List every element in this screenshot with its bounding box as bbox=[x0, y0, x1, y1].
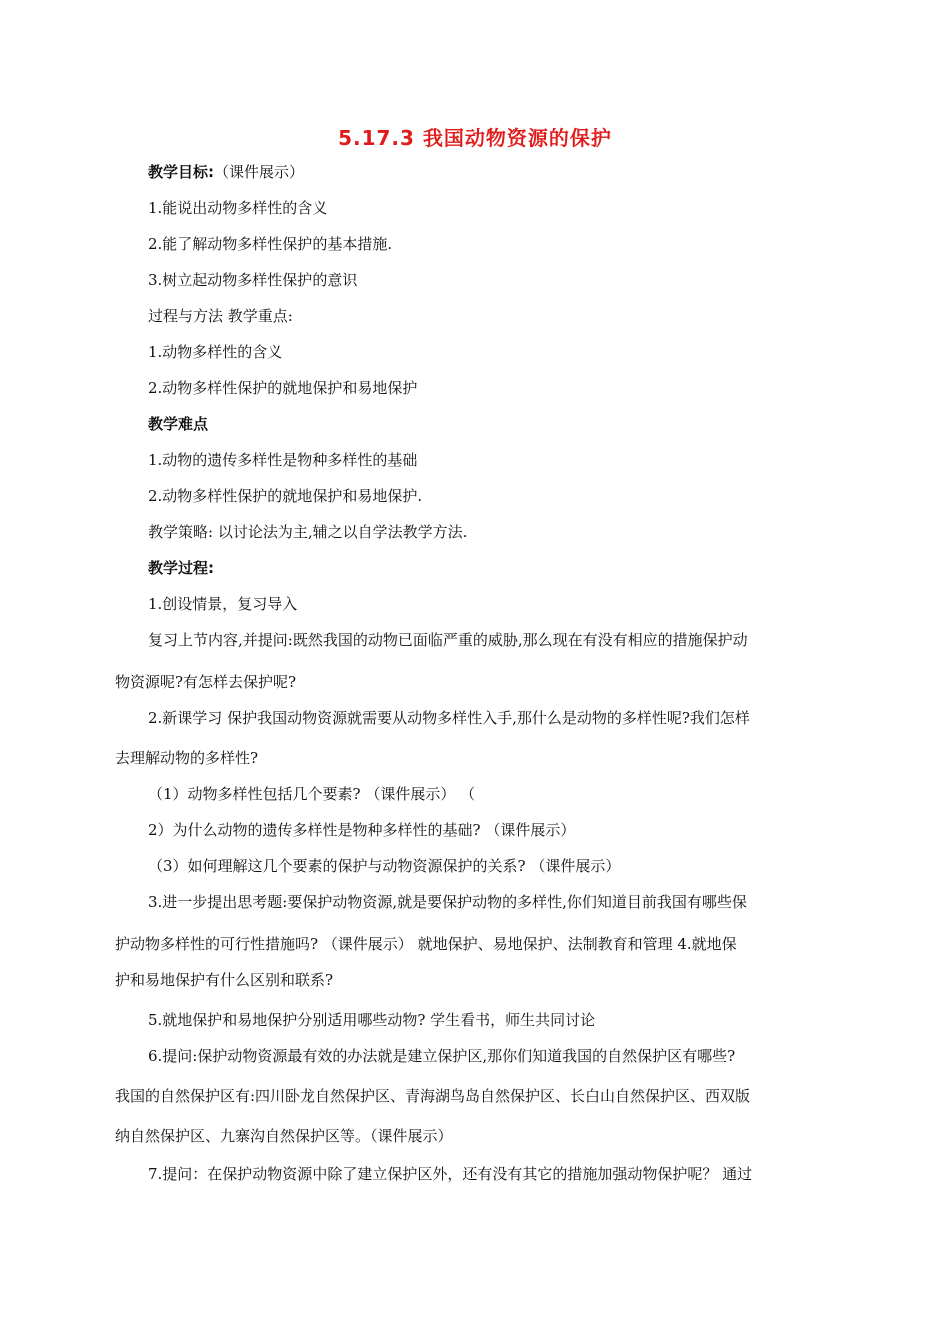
process-heading: 教学过程: bbox=[148, 559, 214, 577]
objectives-label: 教学目标: bbox=[148, 163, 214, 181]
objective-3: 3.树立起动物多样性保护的意识 bbox=[148, 271, 358, 289]
objectives-heading bbox=[148, 162, 304, 182]
question-2: 2）为什么动物的遗传多样性是物种多样性的基础? （课件展示） bbox=[148, 821, 576, 839]
strategy-line: 教学策略: 以讨论法为主,辅之以自学法教学方法. bbox=[148, 523, 468, 541]
process-method-heading: 过程与方法 教学重点: bbox=[148, 307, 293, 325]
review-line-2: 物资源呢?有怎样去保护呢? bbox=[115, 673, 297, 691]
step-6-line-3: 纳自然保护区、九寨沟自然保护区等。（课件展示） bbox=[115, 1127, 453, 1145]
step-7-line-1: 7.提问：在保护动物资源中除了建立保护区外，还有没有其它的措施加强动物保护呢？ 通过 bbox=[148, 1165, 753, 1183]
step-3-line-2: 护动物多样性的可行性措施吗? （课件展示） 就地保护、易地保护、法制教育和管理 4.就地保 bbox=[115, 935, 737, 953]
step-3-line-3: 护和易地保护有什么区别和联系? bbox=[115, 971, 334, 989]
objective-1: 1.能说出动物多样性的含义 bbox=[148, 199, 328, 217]
step-2-line-2: 去理解动物的多样性? bbox=[115, 749, 259, 767]
objective-2: 2.能了解动物多样性保护的基本措施. bbox=[148, 235, 393, 253]
question-3: （3）如何理解这几个要素的保护与动物资源保护的关系? （课件展示） bbox=[148, 857, 621, 875]
question-1: （1）动物多样性包括几个要素? （课件展示） （ bbox=[148, 785, 476, 803]
objectives-note: （课件展示） bbox=[214, 163, 305, 181]
step-1: 1.创设情景，复习导入 bbox=[148, 595, 298, 613]
step-3-line-1: 3.进一步提出思考题:要保护动物资源,就是要保护动物的多样性,你们知道目前我国有哪些保 bbox=[148, 893, 747, 911]
key-point-2: 2.动物多样性保护的就地保护和易地保护 bbox=[148, 379, 418, 397]
difficulty-heading: 教学难点 bbox=[148, 415, 209, 433]
step-5: 5.就地保护和易地保护分别适用哪些动物? 学生看书，师生共同讨论 bbox=[148, 1011, 596, 1029]
step-6-line-2: 我国的自然保护区有:四川卧龙自然保护区、青海湖鸟岛自然保护区、长白山自然保护区、西双版 bbox=[115, 1087, 751, 1105]
difficulty-2: 2.动物多样性保护的就地保护和易地保护. bbox=[148, 487, 423, 505]
step-6-line-1: 6.提问:保护动物资源最有效的办法就是建立保护区,那你们知道我国的自然保护区有哪些? bbox=[148, 1047, 736, 1065]
key-point-1: 1.动物多样性的含义 bbox=[148, 343, 283, 361]
page-title: 5.17.3 我国动物资源的保护 bbox=[338, 126, 612, 150]
step-2-line-1: 2.新课学习 保护我国动物资源就需要从动物多样性入手,那什么是动物的多样性呢?我们怎样 bbox=[148, 709, 750, 727]
difficulty-1: 1.动物的遗传多样性是物种多样性的基础 bbox=[148, 451, 418, 469]
review-line-1: 复习上节内容,并提问:既然我国的动物已面临严重的威胁,那么现在有没有相应的措施保护动 bbox=[148, 631, 748, 649]
